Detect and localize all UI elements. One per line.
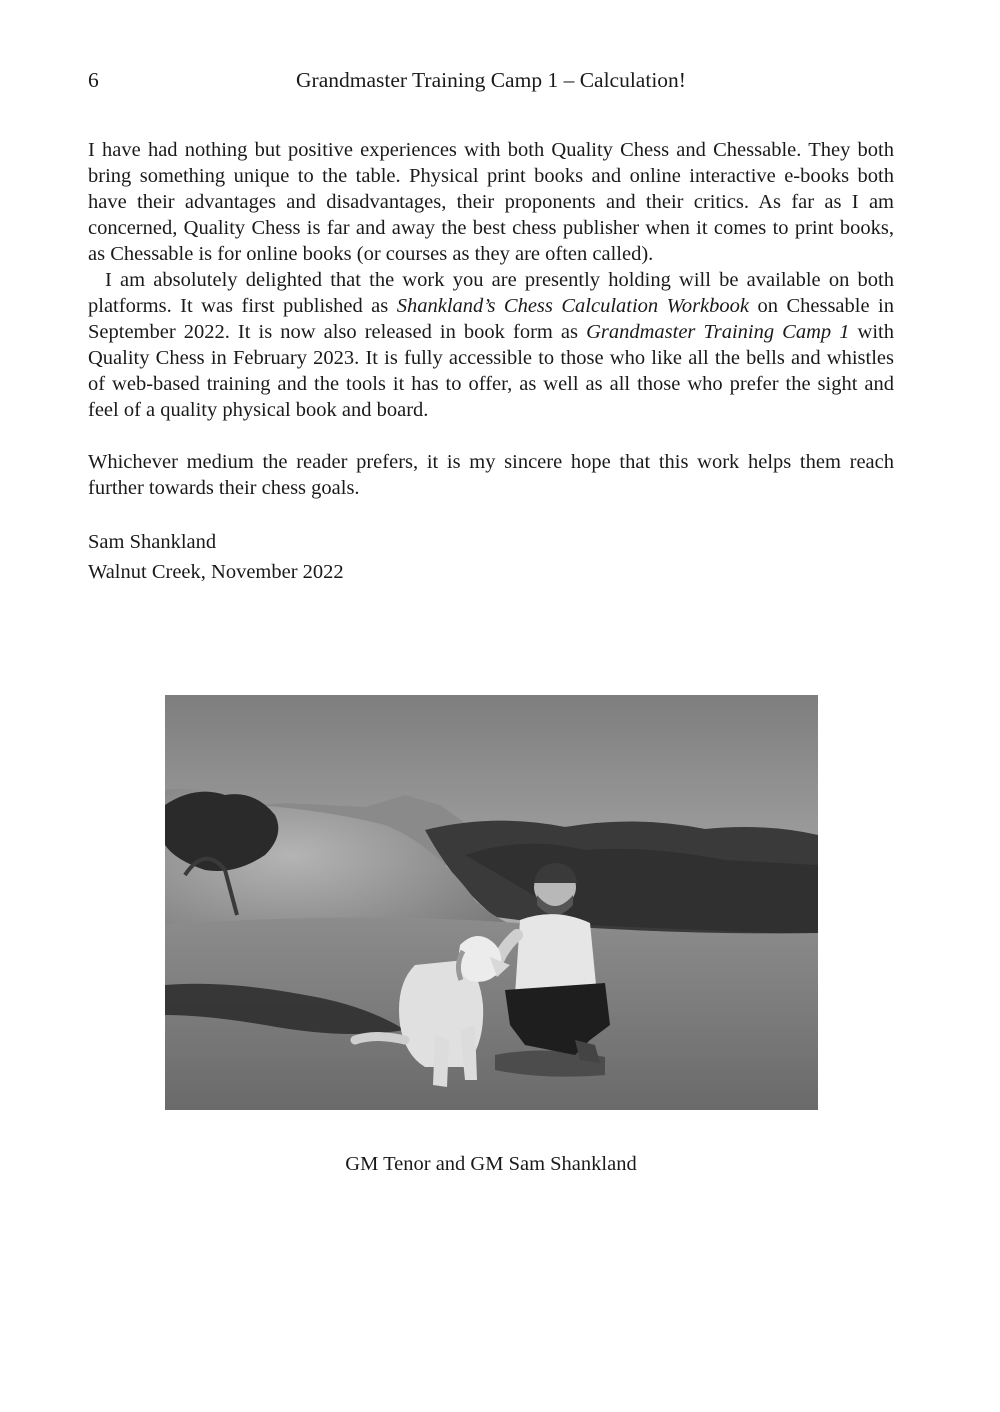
photo-man-and-dog bbox=[165, 695, 818, 1110]
page-header bbox=[88, 68, 894, 100]
book-title-chessable: Shankland’s Chess Calculation Workbook bbox=[396, 295, 750, 317]
paragraph-2-part-c: with Quality Chess in February 2023. It is fully accessible to those who like all the bells and whistles of web-based training and the tools it has to offer, as well as all those who prefer the sight and feel of a quality physical book and board. bbox=[88, 321, 894, 421]
paragraph-2-part-b: on Chessable in September 2022. It is now also released in book form as bbox=[88, 295, 894, 343]
photo-caption: GM Tenor and GM Sam Shankland bbox=[345, 1153, 637, 1175]
book-title-quality-chess: Grandmaster Training Camp 1 bbox=[586, 321, 850, 343]
signature-name: Sam Shankland bbox=[88, 531, 217, 553]
paragraph-2 bbox=[88, 267, 894, 423]
paragraph-2-part-a: I am absolutely delighted that the work you are presently holding will be available on both platforms. It was first published as bbox=[88, 269, 894, 317]
page-number: 6 bbox=[88, 68, 99, 92]
running-title: Grandmaster Training Camp 1 – Calculation! bbox=[296, 68, 686, 92]
signature-place-date: Walnut Creek, November 2022 bbox=[88, 561, 344, 583]
signature-block bbox=[88, 527, 894, 587]
paragraph-3: Whichever medium the reader prefers, it is my sincere hope that this work helps them reach further towards their chess goals. bbox=[88, 451, 894, 499]
body-text bbox=[88, 137, 894, 587]
paragraph-1: I have had nothing but positive experiences with both Quality Chess and Chessable. They both bring something unique to the table. Physical print books and online interactive e-books both have their advantages and disadvantages, their proponents and their critics. As far as I am concerned, Quality Chess is far and away the best chess publisher when it comes to print books, as Chessable is for online books (or courses as they are often called). bbox=[88, 139, 894, 265]
